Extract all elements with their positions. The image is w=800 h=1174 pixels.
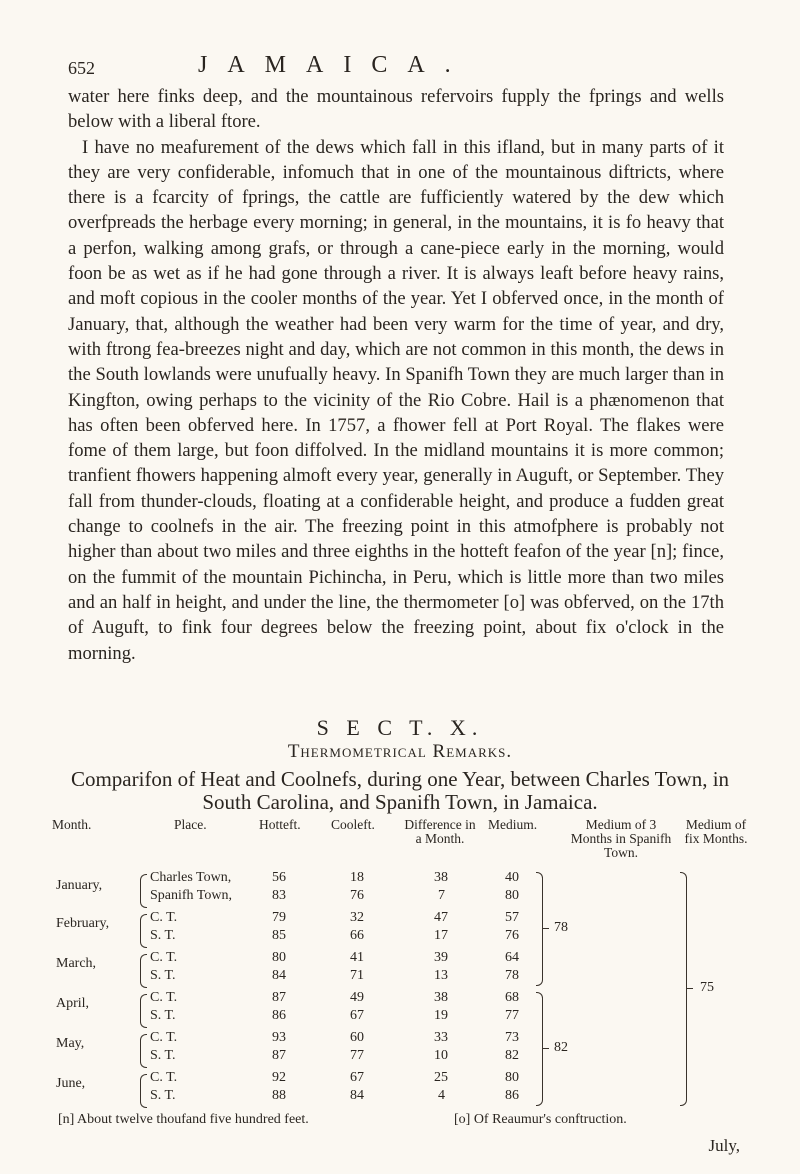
row-brace — [140, 1074, 147, 1108]
month-label: April, — [56, 996, 90, 1011]
hottest-cell: 88 — [272, 1088, 286, 1103]
coolest-cell: 71 — [350, 968, 364, 983]
difference-cell: 47 — [434, 910, 448, 925]
coolest-cell: 67 — [350, 1008, 364, 1023]
header-medium-of-3: Medium of 3 Months in Spanifh Town. — [570, 817, 672, 860]
medium-of-6-value: 75 — [700, 980, 714, 995]
paragraph: I have no meafurement of the dews which fall in this ifland, but in many parts of it they are very confiderable, infomuch that in one of the mountainous diftricts, where there is a fcarcity of fprings, the cattle are fufficiently watered by the dew which overfpreads the herbage every morning; in general, in the mountains, it is fo heavy that a perfon, walking among grafs, or through a cane-piece early in the morning, would foon be as wet as if he had gone through a river. It is always leaft before heavy rains, and moft copious in the cooler months of the year. Yet I obferved once, in the month of January, that, although the weather had been very warm for the time of year, and dry, with ftrong fea-breezes night and day, which are not common in this month, the dews in the South lowlands were unufually heavy. In Spanifh Town they are much larger than in Kingfton, owing perhaps to the vicinity of the Rio Cobre. Hail is a phænomenon that has often been obferved here. In 1757, a fhower fell at Port Royal. The flakes were fome of them large, but foon diffolved. In the midland mountains it is more common; tranfient fhowers happening almoft every year, generally in Auguft, or September. They fall from thunder-clouds, floating at a confiderable height, and produce a fudden great change to coolnefs in the air. The freezing point in this atmofphere is probably not higher than about two miles and three eighths in the hotteft feafon of the year [n]; fince, on the fummit of the mountain Pichincha, in Peru, which is little more than two miles and an half in height, and under the line, the thermometer [o] was obferved, on the 17th of Auguft, to fink four degrees below the freezing point, about fix o'clock in the morning. — [68, 136, 724, 664]
place-cell: S. T. — [150, 928, 176, 943]
place-cell: C. T. — [150, 990, 178, 1005]
difference-cell: 4 — [438, 1088, 445, 1103]
place-cell: Charles Town, — [150, 870, 232, 885]
coolest-cell: 49 — [350, 990, 364, 1005]
difference-cell: 25 — [434, 1070, 448, 1085]
difference-cell: 39 — [434, 950, 448, 965]
coolest-cell: 60 — [350, 1030, 364, 1045]
difference-cell: 38 — [434, 870, 448, 885]
place-cell: C. T. — [150, 1030, 178, 1045]
place-cell: Spanifh Town, — [150, 888, 232, 903]
hottest-cell: 79 — [272, 910, 286, 925]
hottest-cell: 87 — [272, 1048, 286, 1063]
medium-cell: 57 — [505, 910, 519, 925]
medium-cell: 68 — [505, 990, 519, 1005]
hottest-cell: 83 — [272, 888, 286, 903]
hottest-cell: 85 — [272, 928, 286, 943]
coolest-cell: 41 — [350, 950, 364, 965]
hottest-cell: 56 — [272, 870, 286, 885]
difference-cell: 19 — [434, 1008, 448, 1023]
place-cell: S. T. — [150, 1088, 176, 1103]
month-label: May, — [56, 1036, 85, 1051]
header-medium-of-6: Medium of fix Months. — [684, 817, 748, 846]
medium-cell: 64 — [505, 950, 519, 965]
brace-point — [543, 928, 549, 929]
brace-point — [687, 988, 693, 989]
page-number: 652 — [68, 58, 95, 78]
medium-of-3-value: 82 — [554, 1040, 568, 1055]
month-label: March, — [56, 956, 97, 971]
section-heading: S E C T. X. — [316, 715, 484, 740]
header-coolest: Cooleft. — [331, 817, 375, 832]
medium-cell: 77 — [505, 1008, 519, 1023]
coolest-cell: 77 — [350, 1048, 364, 1063]
coolest-cell: 76 — [350, 888, 364, 903]
medium-cell: 82 — [505, 1048, 519, 1063]
difference-cell: 17 — [434, 928, 448, 943]
coolest-cell: 84 — [350, 1088, 364, 1103]
header-month: Month. — [52, 817, 92, 832]
catchword: July, — [708, 1136, 740, 1155]
footnote-n: [n] About twelve thoufand five hundred feet. — [58, 1112, 309, 1127]
row-brace — [140, 994, 147, 1028]
header-place: Place. — [174, 817, 207, 832]
medium-of-3-value: 78 — [554, 920, 568, 935]
row-brace — [140, 914, 147, 948]
coolest-cell: 66 — [350, 928, 364, 943]
medium-cell: 78 — [505, 968, 519, 983]
body-text — [68, 84, 724, 666]
table-header — [0, 818, 800, 878]
place-cell: S. T. — [150, 968, 176, 983]
medium-cell: 76 — [505, 928, 519, 943]
table-caption: Comparifon of Heat and Coolnefs, during one Year, between Charles Town, in South Carolina, and Spanifh Town, in Jamaica. — [70, 767, 730, 814]
medium-cell: 80 — [505, 1070, 519, 1085]
coolest-cell: 32 — [350, 910, 364, 925]
footnote-o: [o] Of Reaumur's conftruction. — [454, 1112, 627, 1127]
row-brace — [140, 874, 147, 908]
hottest-cell: 92 — [272, 1070, 286, 1085]
medium-cell: 40 — [505, 870, 519, 885]
place-cell: C. T. — [150, 1070, 178, 1085]
difference-cell: 38 — [434, 990, 448, 1005]
row-brace — [140, 1034, 147, 1068]
quarter-brace — [536, 872, 543, 986]
header-medium: Medium. — [488, 817, 538, 832]
row-brace — [140, 954, 147, 988]
hottest-cell: 84 — [272, 968, 286, 983]
section-title: Thermometrical Remarks. — [287, 741, 513, 762]
coolest-cell: 18 — [350, 870, 364, 885]
medium-cell: 86 — [505, 1088, 519, 1103]
place-cell: S. T. — [150, 1048, 176, 1063]
medium-cell: 73 — [505, 1030, 519, 1045]
header-difference: Difference in a Month. — [404, 817, 476, 846]
hottest-cell: 86 — [272, 1008, 286, 1023]
hottest-cell: 93 — [272, 1030, 286, 1045]
table-body — [0, 870, 800, 1140]
hottest-cell: 87 — [272, 990, 286, 1005]
difference-cell: 7 — [438, 888, 445, 903]
coolest-cell: 67 — [350, 1070, 364, 1085]
header-hottest: Hotteft. — [259, 817, 301, 832]
difference-cell: 33 — [434, 1030, 448, 1045]
paragraph: water here finks deep, and the mountainous refervoirs fupply the fprings and wells below with a liberal ftore. — [68, 86, 724, 133]
difference-cell: 10 — [434, 1048, 448, 1063]
brace-point — [543, 1048, 549, 1049]
place-cell: S. T. — [150, 1008, 176, 1023]
medium-cell: 80 — [505, 888, 519, 903]
running-head: JAMAICA. — [198, 52, 471, 78]
place-cell: C. T. — [150, 950, 178, 965]
hottest-cell: 80 — [272, 950, 286, 965]
month-label: January, — [56, 878, 103, 893]
half-year-brace — [680, 872, 687, 1106]
place-cell: C. T. — [150, 910, 178, 925]
difference-cell: 13 — [434, 968, 448, 983]
quarter-brace — [536, 992, 543, 1106]
month-label: February, — [56, 916, 110, 931]
page-header — [68, 52, 720, 82]
month-label: June, — [56, 1076, 86, 1091]
